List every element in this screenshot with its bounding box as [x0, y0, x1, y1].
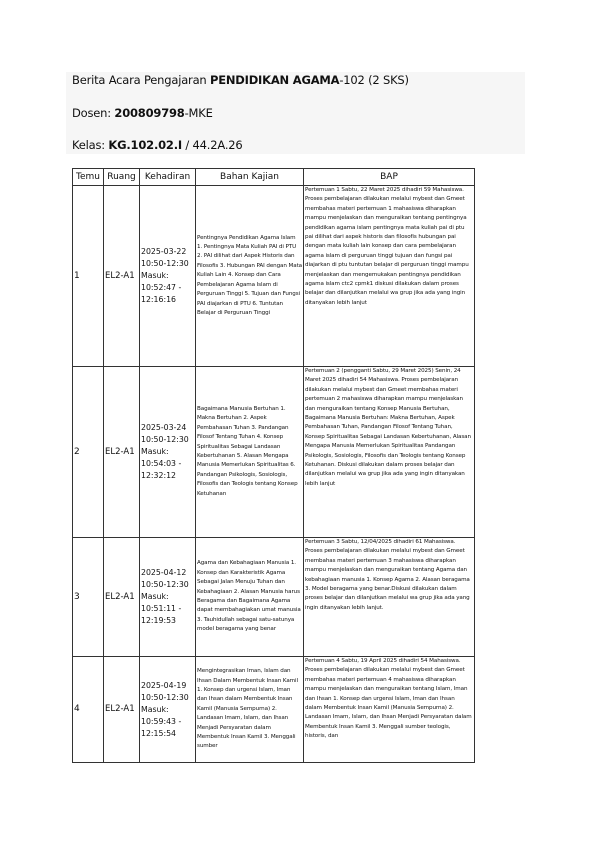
cell-bahan-kajian: Mengintegrasikan Iman, Islam dan Ihsan Dalam Membentuk Insan Kamil 1. Konsep dan urgensi Islam, Iman dan Ihsan dalam Membentuk Insan Kamil (Manusia Sempurna) 2. Landasan Imam, Islam, dan Ihsan Menjadi Persyaratan dalam Membentuk Insan Kamil 3. Menggali sumber — [196, 657, 304, 763]
kelas-suffix: / 44.2A.26 — [181, 138, 243, 152]
dosen-label: Dosen: — [72, 106, 115, 120]
table-row — [73, 186, 475, 367]
table-row — [73, 657, 475, 763]
cell-bap: Pertemuan 1 Sabtu, 22 Maret 2025 dihadiri 59 Mahasiswa. Proses pembelajaran dilakukan melalui mybest dan Gmeet membahas materi pertemuan 1 mahasiswa diharapkan mampu menjelaskan dan menguraikan tentang pentingnya pendidikan agama islam pentingnya mata kuliah pai di ptu pai dilihat dari aspek historis dan filosofis hubungan pai dengan mata kuliah lain konsep dan cara pembelajaran agama islam di perguruan tinggi tujuan dan fungsi pai diajarkan di ptu tuntutan belajar di perguruan tinggi mampu menjelaskan dan mengemukakan pentingnya pendidikan agama islam ctc2 cpmk1 diskusi dilakukan dalam proses belajar dan dilanjutkan melalui wa grup jika ada yang ingin ditanyakan lebih lanjut — [304, 186, 475, 367]
cell-temu: 1 — [73, 186, 104, 367]
cell-temu: 2 — [73, 367, 104, 538]
col-header-ruang: Ruang — [104, 169, 140, 186]
header-title-line — [72, 73, 409, 87]
course-name: PENDIDIKAN AGAMA — [209, 73, 340, 87]
kelas-label: Kelas: — [72, 138, 109, 152]
cell-temu: 3 — [73, 538, 104, 657]
cell-bahan-kajian: Agama dan Kebahagiaan Manusia 1. Konsep dan Karakteristik Agama Sebagai Jalan Menuju Tuhan dan Kebahagiaan 2. Alasan Manusia harus Beragama dan Bagaimana Agama dapat membahagiakan umat manusia 3. Tauhidullah sebagai satu-satunya model beragama yang benar — [196, 538, 304, 657]
title-suffix: -102 (2 SKS) — [339, 73, 409, 87]
cell-ruang: EL2-A1 — [104, 538, 140, 657]
col-header-bap: BAP — [304, 169, 475, 186]
dosen-suffix: -MKE — [184, 106, 213, 120]
cell-bap: Pertemuan 4 Sabtu, 19 April 2025 dihadiri 54 Mahasiswa. Proses pembelajaran dilakukan melalui mybest dan Gmeet membahas materi pertemuan 4 mahasiswa diharapkan mampu menjelaskan dan menguraikan tentang Islam, Iman dan Ihsan 1. Konsep dan urgensi Islam, Iman dan Ihsan dalam Membentuk Insan Kamil (Manusia Sempurna) 2. Landasan Imam, Islam, dan Ihsan Menjadi Persyaratan dalam Membentuk Insan Kamil 3. Menggali sumber teologis, historis, dan — [304, 657, 475, 763]
teaching-record-table — [72, 168, 475, 763]
cell-kehadiran: 2025-03-22 10:50-12:30 Masuk: 10:52:47 - 12:16:16 — [140, 186, 196, 367]
table-row — [73, 538, 475, 657]
col-header-temu: Temu — [73, 169, 104, 186]
cell-kehadiran: 2025-04-12 10:50-12:30 Masuk: 10:51:11 - 12:19:53 — [140, 538, 196, 657]
dosen-id: 200809798 — [114, 106, 185, 120]
col-header-kehadiran: Kehadiran — [140, 169, 196, 186]
table-row — [73, 367, 475, 538]
col-header-bahan-kajian: Bahan Kajian — [196, 169, 304, 186]
cell-kehadiran: 2025-04-19 10:50-12:30 Masuk: 10:59:43 - 12:15:54 — [140, 657, 196, 763]
table-header-row — [73, 169, 475, 186]
cell-bahan-kajian: Bagaimana Manusia Bertuhan 1. Makna Bertuhan 2. Aspek Pembahasan Tuhan 3. Pandangan Filosof Tentang Tuhan 4. Konsep Spiritualitas Sebagai Landasan Kebertuhanan 5. Alasan Mengapa Manusia Memerlukan Spiritualitas 6. Pandangan Psikologis, Sosiologis, Filosofis dan Teologis tentang Konsep Ketuhanan — [196, 367, 304, 538]
cell-temu: 4 — [73, 657, 104, 763]
cell-kehadiran: 2025-03-24 10:50-12:30 Masuk: 10:54:03 - 12:32:12 — [140, 367, 196, 538]
cell-bap: Pertemuan 3 Sabtu, 12/04/2025 dihadiri 61 Mahasiswa. Proses pembelajaran dilakukan melalui mybest dan Gmeet membahas materi pertemuan 3 mahasiswa diharapkan mampu menjelaskan dan menguraikan tentang Agama dan kebahagiaan manusia 1. Konsep Agama 2. Alasan beragama 3. Model beragama yang benar.Diskusi dilakukan dalam proses belajar dan dilanjutkan melalui wa grup jika ada yang ingin ditanyakan lebih lanjut. — [304, 538, 475, 657]
cell-ruang: EL2-A1 — [104, 186, 140, 367]
header-kelas-line — [72, 138, 243, 152]
cell-bahan-kajian: Pentingnya Pendidikan Agama Islam 1. Pentingnya Mata Kuliah PAI di PTU 2. PAI dilihat dari Aspek Historis dan Filosofis 3. Hubungan PAI dengan Mata Kuliah Lain 4. Konsep dan Cara Pembelajaran Agama Islam di Perguruan Tinggi 5. Tujuan dan Fungsi PAI diajarkan di PTU 6. Tuntutan Belajar di Perguruan Tinggi — [196, 186, 304, 367]
title-prefix: Berita Acara Pengajaran — [72, 73, 210, 87]
document-header — [66, 72, 525, 154]
cell-ruang: EL2-A1 — [104, 657, 140, 763]
cell-ruang: EL2-A1 — [104, 367, 140, 538]
cell-bap: Pertemuan 2 (pengganti Sabtu, 29 Maret 2025) Senin, 24 Maret 2025 dihadiri 54 Mahasiswa. Proses pembelajaran dilakukan melalui mybest dan Gmeet membahas materi pertemuan 2 mahasiswa diharapkan mampu menjelaskan dan menguraikan tentang Konsep Manusia Bertuhan, Bagaimana Manusia Bertuhan: Makna Bertuhan, Aspek Pembahasan Tuhan, Pandangan Filosof Tentang Tuhan, Konsep Spiritualitas Sebagai Landasan Kebertuhanan, Alasan Mengapa Manusia Memerlukan Spiritualitas Pandangan Psikologis, Sosiologis, Filosofis dan Teologis tentang Konsep Ketuhanan. Diskusi dilakukan dalam proses belajar dan dilanjutkan melalui wa grup jika ada yang ingin ditanyakan lebih lanjut — [304, 367, 475, 538]
header-dosen-line — [72, 106, 213, 120]
kelas-code: KG.102.02.I — [108, 138, 182, 152]
